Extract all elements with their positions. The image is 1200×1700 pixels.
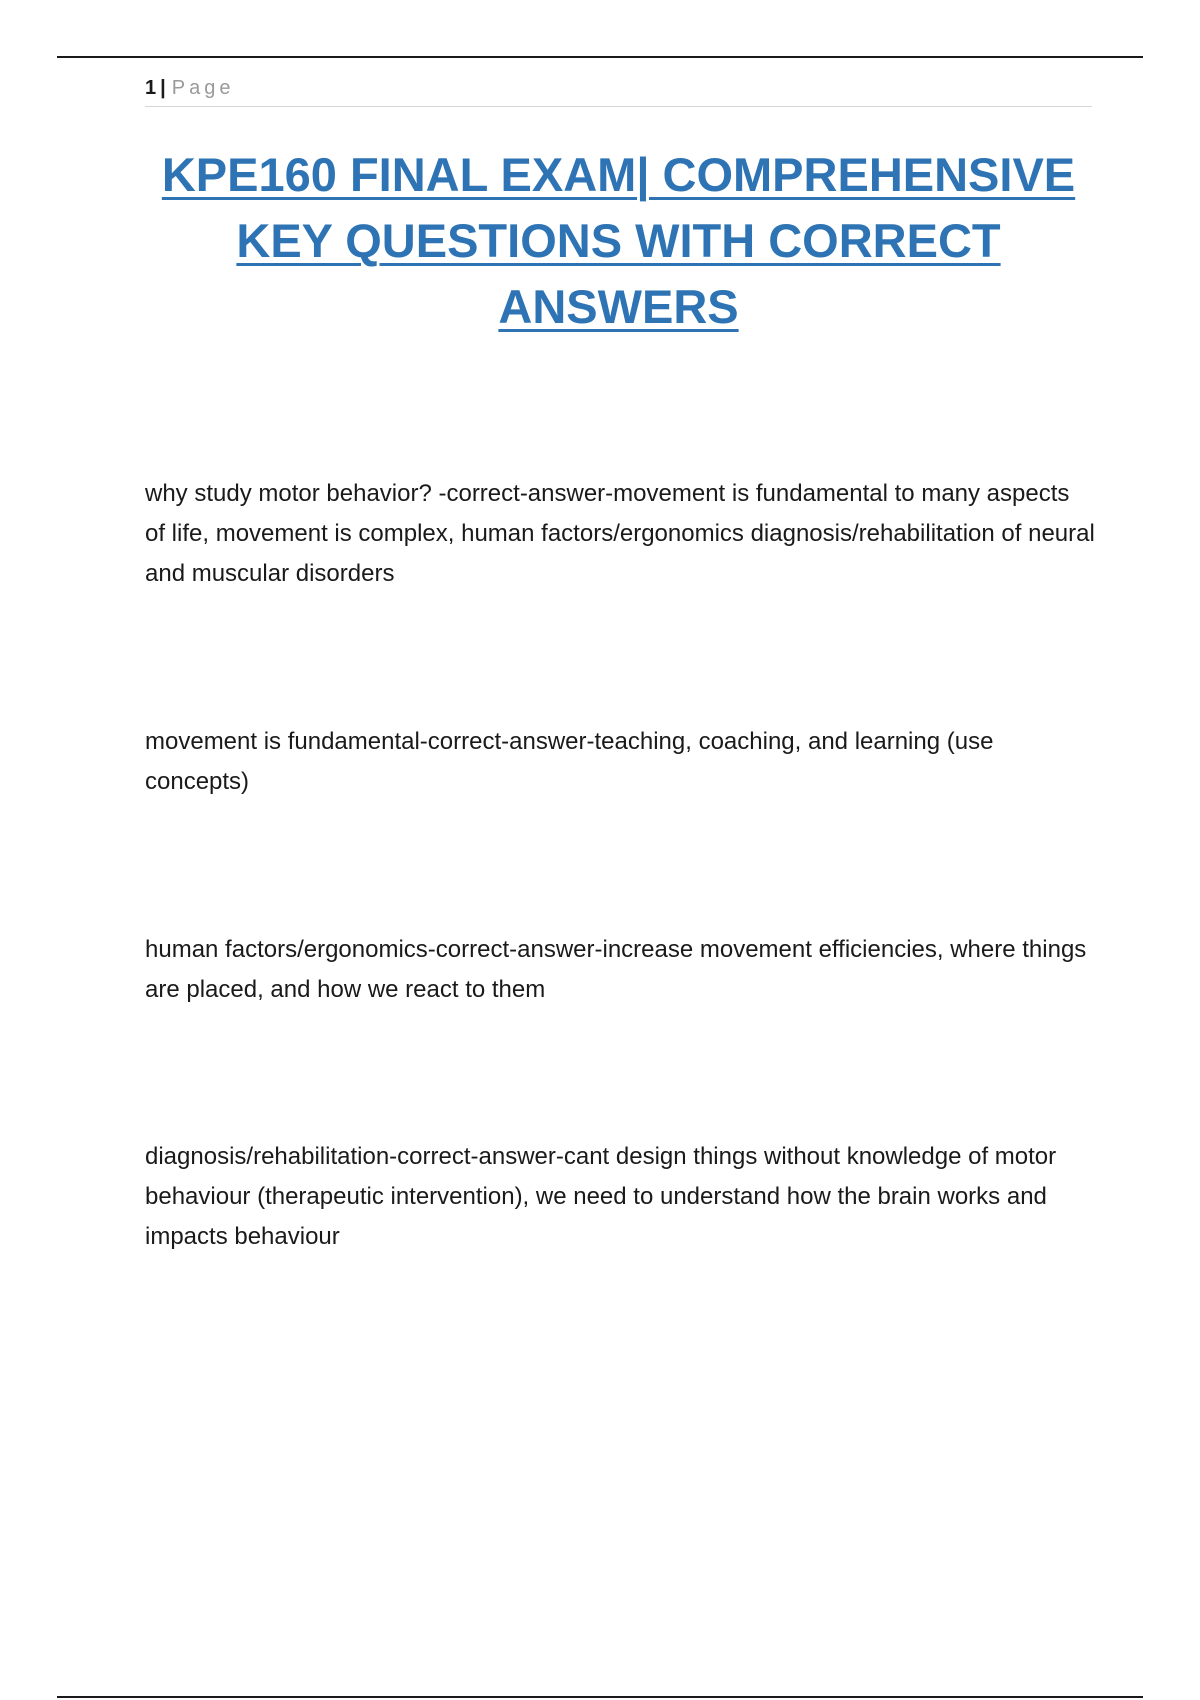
page-header (145, 74, 1092, 107)
qa-item-diagnosis-rehabilitation: diagnosis/rehabilitation-correct-answer-cant design things without knowledge of motor behaviour (therapeutic intervention), we need to understand how the brain works and impacts behaviour (145, 1143, 1057, 1250)
page-number-separator: | (160, 77, 166, 99)
document-title (145, 142, 1092, 340)
document-title-line-3: ANSWERS (498, 280, 739, 333)
page-label: Page (171, 77, 235, 99)
document-title-line-1: KPE160 FINAL EXAM| COMPREHENSIVE (161, 148, 1076, 201)
qa-item-why-study-motor-behavior: why study motor behavior? -correct-answer-movement is fundamental to many aspects of life, movement is complex, human factors/ergonomics diagnosis/rehabilitation of neural and muscular disorders (145, 480, 1095, 587)
page-number: 1 (145, 77, 157, 99)
page-top-rule (57, 56, 1143, 58)
page-bottom-rule (57, 1696, 1143, 1698)
qa-item-human-factors-ergonomics: human factors/ergonomics-correct-answer-increase movement efficiencies, where things are placed, and how we react to them (145, 936, 1087, 1003)
document-title-line-2: KEY QUESTIONS WITH CORRECT (236, 214, 1001, 267)
qa-item-movement-is-fundamental: movement is fundamental-correct-answer-teaching, coaching, and learning (use concepts) (145, 728, 994, 795)
